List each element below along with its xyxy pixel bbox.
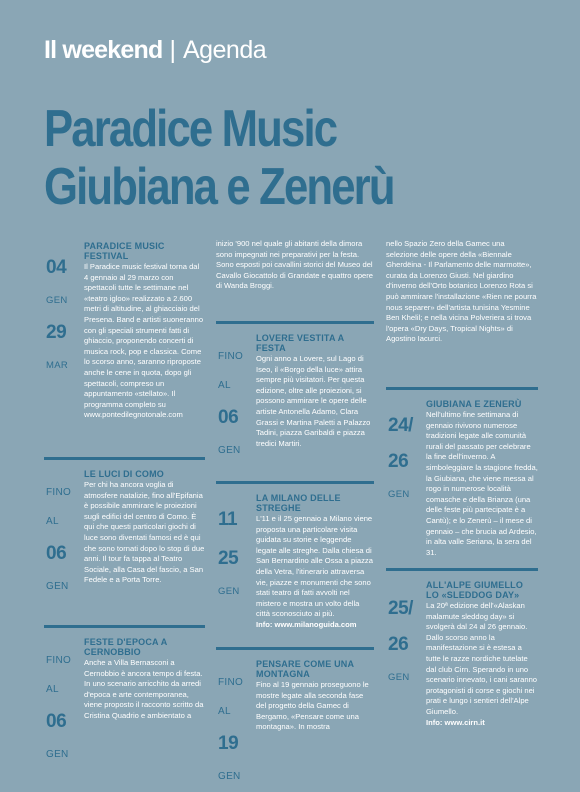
date-month: GEN [46,749,69,760]
header-separator: | [169,36,176,64]
event-pensare-montagna [216,647,374,782]
page-title [44,100,544,216]
event-text: Il Paradice music festival torna dal 4 gennaio al 29 marzo con spettacoli tutte le settimane nel «teatro igloo» realizzato a 2.600 metri di altitudine, al ghiacciaio del Presena. Band e artisti suoneranno con gli speciali strumenti fatti di ghiaccio, proponendo concerti di musica rock, pop e classica. Come lo scorso anno, saranno riproposte anche le cene in quota, dopo gli spettacoli, compreso un appuntamento «stellato». Il programma completo su www.pontedilegnotonale.com [84,262,204,420]
event-body [256,333,374,449]
event-text: La 20ª edizione dell'«Alaskan malamute sleddog day» si svolgerà dal 24 al 26 gennaio. Dallo scorso anno la manifestazione si è estesa a tutte le razze nordiche tutelate dal club Cirn. Sperando in uno scenario innevato, i cani saranno protagonisti di corse e giochi nei prati e lungo i sentieri dell'Alpe Giumello. [426,601,538,716]
date-month: GEN [388,672,410,683]
event-body [426,580,538,728]
event-heading: PARADICE MUSIC FESTIVAL [84,241,165,261]
date-day-start: 11 [218,509,238,530]
event-milano-streghe [216,481,374,647]
date-day: 06 [46,543,67,564]
event-body [426,399,538,558]
event-date [218,659,243,792]
event-heading: ALL'ALPE GIUMELLO LO «SLEDDOG DAY» [426,580,524,600]
date-month: GEN [46,581,69,592]
date-day-start: 04 [46,257,67,278]
event-giubiana-zeneru [386,387,538,567]
section-divider [216,647,374,650]
date-al: AL [46,684,59,695]
event-body [84,469,205,586]
date-fino: FINO [46,655,72,666]
title-line-1: Paradice Music [44,100,337,158]
date-month: GEN [388,489,410,500]
date-al: AL [218,706,231,717]
section-divider [216,481,374,484]
date-days-end: 26 [388,451,409,472]
date-days: 25/ [388,598,413,619]
section-header [44,36,266,65]
date-fino: FINO [218,677,244,688]
date-al: AL [218,380,231,391]
event-heading: LA MILANO DELLE STREGHE [256,493,341,513]
event-heading: LOVERE VESTITA A FESTA [256,333,345,353]
event-lovere [216,321,374,481]
event-text: Ogni anno a Lovere, sul Lago di Iseo, il «Borgo della luce» attira sempre più visitatori. Per questa edizione, oltre alle proiezioni, si possono ammirare le opere delle artiste Antonella Adamo, Clara Grassi e Martina Paletti a Palazzo Tadini, piazza Garibaldi e piazza tredici Martiri. [256,354,371,448]
event-date [388,582,413,701]
event-date [46,637,71,778]
event-text: L'11 e il 25 gennaio a Milano viene proposta una particolare visita guidata su storie e leggende legate alle streghe. Dalla chiesa di San Bernardino alle Ossa a piazza della Vetra, l'itinerario attraversa vie, piazze e monumenti che sono stati teatro di fatti avvolti nel mistero e mostra un volto della città sconosciuto ai più. [256,514,373,619]
date-month-end: MAR [46,360,69,371]
date-days: 24/ [388,415,413,436]
event-text: Nell'ultimo fine settimana di gennaio rivivono numerose tradizioni legate alle comunità rurali del passato per celebrare la fine dell'inverno. A simboleggiare la stagione fredda, la Giubiana, che viene messa al rogo in numerose località comasche e della Brianza (una delle feste più partecipate è a Cantù); e lo Zenerù – il mese di gennaio – che brucia ad Ardesio, in alta valle Seriana, la sera del 31. [426,410,538,557]
date-al: AL [46,516,59,527]
date-month: GEN [218,445,241,456]
date-month: GEN [218,586,240,597]
event-date [388,399,413,518]
event-luci-di-como [44,457,205,619]
title-line-2: Giubiana e Zenerù [44,158,394,216]
event-date [218,333,243,474]
date-month: GEN [218,771,241,782]
date-month-start: GEN [46,295,68,306]
section-divider [386,568,538,571]
event-date [218,493,240,615]
event-sleddog-day [386,568,538,758]
continued-text: inizio '900 nel quale gli abitanti della dimora sono impegnati nei preparativi per la festa. Sono esposti poi cavallini storici del Museo del Cavallo Giocattolo di Grandate e quattro opere di Wanda Broggi. [216,239,374,291]
event-body [256,659,374,733]
section-divider [216,321,374,324]
event-text: Per chi ha ancora voglia di atmosfere natalizie, fino all'Epifania è possibile ammirare le proiezioni sugli edifici del centro di Como. È qui che questi particolari giochi di luce sono diventati famosi ed è qui che sono tornati dopo lo stop di due anni. Il tour fa tappa al Teatro Sociale, alla Casa del fascio, a San Fedele e a Porta Torre. [84,480,205,585]
event-paradice-music [44,235,205,457]
section-label: Il weekend [44,36,163,64]
date-day-end: 29 [46,322,67,343]
event-heading: LE LUCI DI COMO [84,469,164,479]
event-text: Fino al 19 gennaio proseguono le mostre legate alla seconda fase del progetto della Gamec di Bergamo, «Pensare come una montagna». In mostra [256,680,369,732]
event-body [84,241,205,421]
section-divider [386,387,538,390]
event-text: Anche a Villa Bernasconi a Cernobbio è ancora tempo di festa. In uno scenario arricchito da arredi d'epoca e arte contemporanea, viene proposto il racconto scritto da Cristina Quadrio e ambientato a [84,658,204,720]
event-heading: GIUBIANA E ZENERÙ [426,399,522,409]
date-day: 19 [218,733,239,754]
event-date [46,241,68,389]
date-day-end: 25 [218,548,239,569]
section-divider [44,457,205,460]
subsection-label: Agenda [182,36,267,64]
date-day: 06 [218,407,239,428]
date-fino: FINO [218,351,244,362]
event-body [256,493,374,631]
event-info-link[interactable]: Info: www.cirn.it [426,717,485,727]
event-feste-cernobbio [44,625,205,765]
event-date [46,469,71,610]
date-fino: FINO [46,487,72,498]
event-heading: FESTE D'EPOCA A CERNOBBIO [84,637,168,657]
section-divider [44,625,205,628]
date-days-end: 26 [388,634,409,655]
event-info-link[interactable]: Info: www.milanoguida.com [256,619,357,629]
event-body [84,637,205,722]
event-heading: PENSARE COME UNA MONTAGNA [256,659,354,679]
date-day: 06 [46,711,67,732]
continued-text: nello Spazio Zero della Gamec una selezione delle opere della «Biennale Gherdëina - Il Parlamento delle marmotte», curata da Lorenzo Giusti. Nel giardino d'inverno dell'Orto botanico Lorenzo Rota si può ammirare l'installazione «Rien ne pourra nous separer» dell'artista tunisina Yesmine Ben Khelil; e nella vicina Polveriera si trova l'opera «Dry Days, Tropical Nights» di Agostino Iacurci. [386,239,537,344]
